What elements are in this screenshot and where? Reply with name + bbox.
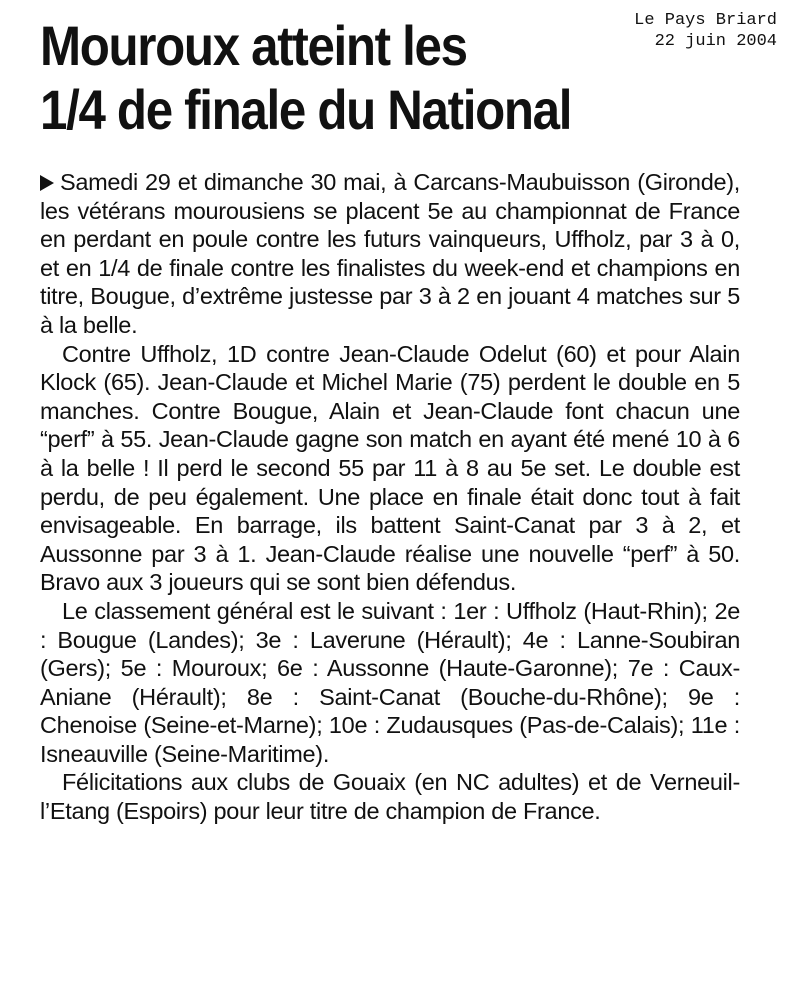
headline-line-1: Mouroux atteint les — [40, 14, 467, 77]
paragraph-congratulations: Félicitations aux clubs de Gouaix (en NC adultes) et de Verneuil-l’Etang (Espoirs) pour leur titre de champion de France. — [40, 769, 740, 825]
headline-line-2: 1/4 de finale du National — [40, 78, 572, 141]
headline — [40, 14, 572, 142]
paragraph-intro — [40, 168, 740, 340]
paragraph-match-details: Contre Uffholz, 1D contre Jean-Claude Odelut (60) et pour Alain Klock (65). Jean-Claude et Michel Marie (75) perdent le double en 5 manches. Contre Bougue, Alain et Jean-Claude font chacun une “perf” à 55. Jean-Claude gagne son match en ayant été mené 10 à 6 à la belle ! Il perd le second 55 par 11 à 8 au 5e set. Le double est perdu, de peu également. Une place en finale était donc tout à fait envisageable. En barrage, ils battent Saint-Canat par 3 à 2, et Aussonne par 3 à 1. Jean-Claude réalise une nouvelle “perf” à 50. Bravo aux 3 joueurs qui se sont bien défendus. — [40, 340, 740, 596]
publication-name: Le Pays Briard — [634, 11, 777, 30]
arrow-bullet-icon — [40, 175, 54, 191]
paragraph-intro-text: Samedi 29 et dimanche 30 mai, à Carcans-Maubuisson (Gironde), les vétérans mourousiens se placent 5e au championnat de France en perdant en poule contre les futurs vainqueurs, Uffholz, par 3 à 0, et en 1/4 de finale contre les finalistes du week-end et champions en titre, Bougue, d’extrême justesse par 3 à 2 en jouant 4 matches sur 5 à la belle. — [40, 169, 740, 338]
paragraph-ranking: Le classement général est le suivant : 1er : Uffholz (Haut-Rhin); 2e : Bougue (Landes); 3e : Laverune (Hérault); 4e : Lanne-Soubiran (Gers); 5e : Mouroux; 6e : Aussonne (Haute-Garonne); 7e : Caux-Aniane (Hérault); 8e : Saint-Canat (Bouche-du-Rhône); 9e : Chenoise (Seine-et-Marne); 10e : Zudausques (Pas-de-Calais); 11e : Isneauville (Seine-Maritime). — [40, 597, 740, 767]
article-body — [40, 168, 740, 826]
publication-date: 22 juin 2004 — [654, 32, 777, 51]
source-stamp — [634, 10, 777, 52]
